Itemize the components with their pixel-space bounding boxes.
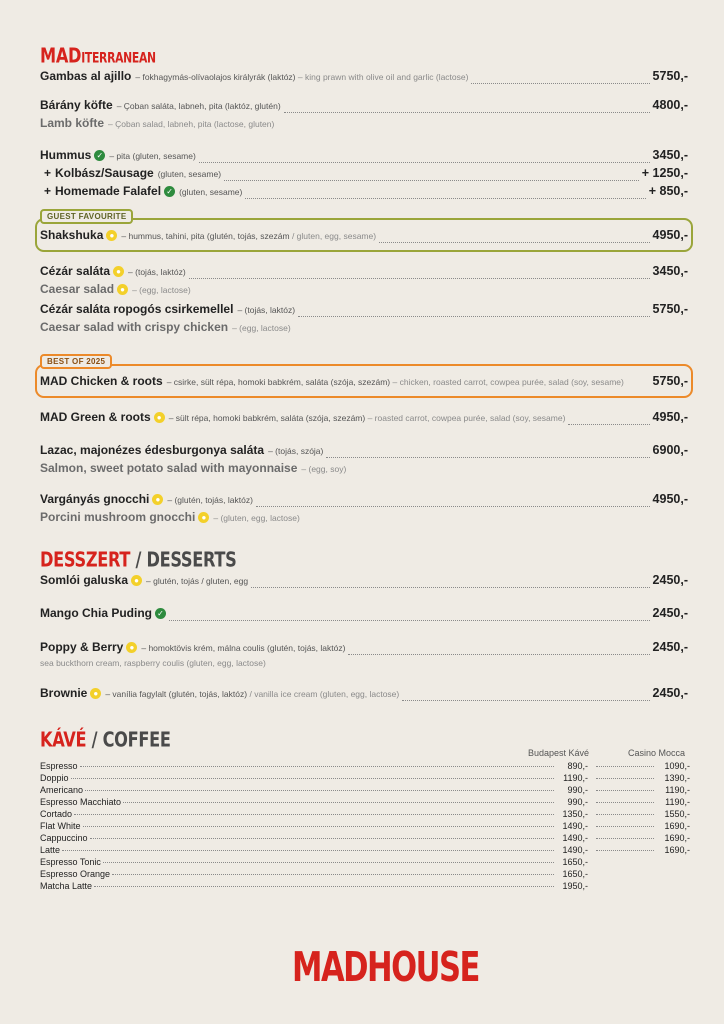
item-price: 5750,-	[652, 374, 688, 388]
coffee-name: Cappuccino	[40, 833, 88, 843]
leader-dots	[284, 112, 650, 113]
coffee-price-casino: 1190,-	[665, 785, 690, 795]
leader-dots	[224, 180, 639, 181]
coffee-price-budapest: 990,-	[567, 785, 588, 795]
item-description: – fokhagymás-olívaolajos királyrák (laktóz) – king prawn with olive oil and garlic (lactose)	[135, 72, 469, 82]
item-name: Hummus	[40, 148, 92, 162]
leader-dots	[596, 838, 654, 839]
leader-dots	[298, 316, 649, 317]
item-price: 5750,-	[652, 69, 688, 83]
item-name: Mango Chia Puding	[40, 606, 152, 620]
coffee-row	[40, 833, 690, 845]
menu-item-mango-chia	[40, 606, 688, 624]
coffee-price-budapest: 1350,-	[562, 809, 588, 819]
item-name: Gambas al ajillo	[40, 69, 132, 83]
item-description-en: – (egg, lactose)	[132, 285, 191, 295]
leader-dots	[169, 620, 650, 621]
coffee-row	[40, 821, 690, 833]
coffee-column-casino: Casino Mocca	[628, 748, 686, 758]
item-description-en: – (egg, soy)	[301, 464, 347, 474]
item-description: – (tojás, laktóz)	[128, 267, 186, 277]
item-price: 5750,-	[652, 302, 688, 316]
item-name: Homemade Falafel	[55, 184, 162, 198]
vegetarian-icon: ●	[126, 642, 137, 653]
vegan-icon: ✓	[94, 150, 105, 161]
menu-item-barany-kofte	[40, 98, 688, 134]
leader-dots	[596, 778, 654, 779]
menu-item-falafel-addon	[40, 184, 688, 202]
menu-item-cezar-csirke	[40, 302, 688, 338]
coffee-price-budapest: 1490,-	[562, 821, 588, 831]
guest-favourite-badge: GUEST FAVOURITE	[40, 209, 133, 224]
coffee-row	[40, 773, 690, 785]
leader-dots	[245, 198, 645, 199]
coffee-price-budapest: 1490,-	[562, 845, 588, 855]
vegetarian-icon: ●	[154, 412, 165, 423]
vegetarian-icon: ●	[152, 494, 163, 505]
coffee-row	[40, 797, 690, 809]
item-name: Vargányás gnocchi	[40, 492, 150, 506]
item-description: (gluten, sesame)	[157, 169, 222, 179]
coffee-name: Americano	[40, 785, 84, 795]
coffee-price-budapest: 1950,-	[562, 881, 588, 891]
coffee-price-casino: 1390,-	[664, 773, 690, 783]
item-description-en: – Çoban salad, labneh, pita (lactose, gluten)	[108, 119, 275, 129]
item-description-en: sea buckthorn cream, raspberry coulis (gluten, egg, lactose)	[40, 658, 266, 668]
item-description: – (tojás, laktóz)	[237, 305, 296, 315]
leader-dots	[85, 790, 554, 791]
item-price: 2450,-	[652, 573, 688, 587]
item-price: 4950,-	[652, 228, 688, 242]
item-description: – csirke, sült répa, homoki babkrém, saláta (szója, szezám) – chicken, roasted carrot, cowpea purée, salad (soy, sesame)	[166, 377, 624, 387]
leader-dots	[348, 654, 649, 655]
coffee-row	[40, 809, 690, 821]
menu-item-shakshuka	[40, 228, 688, 246]
item-price: 6900,-	[652, 443, 688, 457]
item-description: – pita (gluten, sesame)	[109, 151, 196, 161]
item-price: 3450,-	[652, 148, 688, 162]
leader-dots	[123, 802, 554, 803]
vegan-icon: ✓	[164, 186, 175, 197]
item-name: MAD Green & roots	[40, 410, 151, 424]
item-name: Cézár saláta	[40, 264, 111, 278]
vegetarian-icon: ●	[117, 284, 128, 295]
coffee-column-budapest: Budapest Kávé	[528, 748, 590, 758]
section-title-coffee: KÁVÉ / COFFEE	[40, 728, 171, 753]
leader-dots	[74, 814, 554, 815]
item-price: 2450,-	[652, 686, 688, 700]
item-name: Poppy & Berry	[40, 640, 124, 654]
item-description: – Çoban saláta, labneh, pita (laktóz, glutén)	[116, 101, 281, 111]
coffee-price-budapest: 1490,-	[562, 833, 588, 843]
section-title-desserts: DESSZERT / DESSERTS	[40, 548, 237, 573]
section-title-mediterranean	[40, 44, 156, 68]
menu-item-somloi	[40, 573, 688, 591]
item-name-en: Salmon, sweet potato salad with mayonnaise	[40, 461, 298, 475]
item-name: Somlói galuska	[40, 573, 129, 587]
leader-dots	[596, 766, 654, 767]
item-name: Cézár saláta ropogós csirkemellel	[40, 302, 234, 316]
item-price: 2450,-	[652, 606, 688, 620]
menu-item-gambas	[40, 69, 688, 87]
item-price: + 850,-	[648, 184, 688, 198]
item-description: – sült répa, homoki babkrém, saláta (szója, szezám) – roasted carrot, cowpea purée, salad (soy, sesame)	[168, 413, 566, 423]
leader-dots	[199, 162, 650, 163]
vegetarian-icon: ●	[90, 688, 101, 699]
leader-dots	[112, 874, 554, 875]
menu-item-hummus	[40, 148, 688, 166]
coffee-row	[40, 857, 690, 869]
coffee-name: Matcha Latte	[40, 881, 93, 891]
leader-dots	[90, 838, 554, 839]
leader-dots	[379, 242, 649, 243]
leader-dots	[94, 886, 554, 887]
item-price: 4950,-	[652, 492, 688, 506]
menu-item-gnocchi	[40, 492, 688, 528]
coffee-price-budapest: 1650,-	[562, 857, 588, 867]
coffee-row	[40, 761, 690, 773]
coffee-price-casino: 1690,-	[664, 845, 690, 855]
coffee-name: Espresso Macchiato	[40, 797, 122, 807]
coffee-price-budapest: 1190,-	[563, 773, 588, 783]
coffee-price-casino: 1090,-	[664, 761, 690, 771]
vegetarian-icon: ●	[113, 266, 124, 277]
item-description: (gluten, sesame)	[179, 187, 243, 197]
item-description: – (glutén, tojás, laktóz)	[167, 495, 253, 505]
addon-plus: +	[44, 184, 52, 198]
item-name: Shakshuka	[40, 228, 104, 242]
coffee-name: Flat White	[40, 821, 81, 831]
item-name-en: Caesar salad	[40, 282, 115, 296]
leader-dots	[596, 802, 654, 803]
vegetarian-icon: ●	[106, 230, 117, 241]
leader-dots	[83, 826, 554, 827]
coffee-price-budapest: 990,-	[567, 797, 588, 807]
leader-dots	[189, 278, 650, 279]
leader-dots	[62, 850, 554, 851]
madhouse-logo: MADHOUSE	[292, 944, 479, 992]
leader-dots	[256, 506, 650, 507]
item-name: Bárány köfte	[40, 98, 113, 112]
coffee-name: Espresso	[40, 761, 78, 771]
item-name-en: Caesar salad with crispy chicken	[40, 320, 229, 334]
coffee-name: Cortado	[40, 809, 73, 819]
section-title-mad: MAD	[40, 44, 82, 69]
coffee-row	[40, 785, 690, 797]
leader-dots	[71, 778, 554, 779]
coffee-table	[40, 748, 690, 908]
item-name-en: Porcini mushroom gnocchi	[40, 510, 196, 524]
leader-dots	[596, 814, 654, 815]
menu-item-mad-green	[40, 410, 688, 428]
addon-plus: +	[44, 166, 52, 180]
item-price: 4950,-	[652, 410, 688, 424]
menu-item-brownie	[40, 686, 688, 704]
coffee-price-casino: 1690,-	[664, 833, 690, 843]
item-description: – vanília fagylalt (glutén, tojás, laktóz) / vanilla ice cream (gluten, egg, lactose)	[105, 689, 400, 699]
coffee-price-budapest: 890,-	[567, 761, 588, 771]
coffee-name: Espresso Tonic	[40, 857, 101, 867]
coffee-price-casino: 1190,-	[665, 797, 690, 807]
coffee-name: Latte	[40, 845, 61, 855]
coffee-row	[40, 869, 690, 881]
menu-item-poppy-berry	[40, 640, 688, 668]
menu-item-kolbasz-addon	[40, 166, 688, 184]
item-price: 2450,-	[652, 640, 688, 654]
item-name: Kolbász/Sausage	[55, 166, 154, 180]
best-of-2025-badge: BEST OF 2025	[40, 354, 112, 369]
item-name: Lazac, majonézes édesburgonya saláta	[40, 443, 265, 457]
coffee-name: Espresso Orange	[40, 869, 111, 879]
coffee-price-budapest: 1650,-	[562, 869, 588, 879]
item-price: 3450,-	[652, 264, 688, 278]
item-price: 4800,-	[652, 98, 688, 112]
leader-dots	[568, 424, 649, 425]
item-description-en: – (egg, lactose)	[232, 323, 291, 333]
menu-page	[40, 0, 688, 1024]
leader-dots	[103, 862, 554, 863]
leader-dots	[471, 83, 649, 84]
vegan-icon: ✓	[155, 608, 166, 619]
menu-item-lazac	[40, 443, 688, 479]
item-name: MAD Chicken & roots	[40, 374, 163, 388]
leader-dots	[326, 457, 649, 458]
coffee-price-casino: 1690,-	[664, 821, 690, 831]
item-name: Brownie	[40, 686, 88, 700]
coffee-price-casino: 1550,-	[664, 809, 690, 819]
item-name-en: Lamb köfte	[40, 116, 105, 130]
leader-dots	[627, 388, 650, 389]
item-description: – (tojás, szója)	[268, 446, 324, 456]
vegetarian-icon: ●	[198, 512, 209, 523]
leader-dots	[596, 850, 654, 851]
leader-dots	[80, 766, 554, 767]
leader-dots	[596, 790, 654, 791]
item-description: – hummus, tahini, pita (glutén, tojás, szezám / gluten, egg, sesame)	[121, 231, 377, 241]
item-price: + 1250,-	[641, 166, 688, 180]
coffee-row	[40, 881, 690, 893]
section-title-iterranean: ITERRANEAN	[81, 49, 156, 66]
item-description: – homoktövis krém, málna coulis (glutén, tojás, laktóz)	[141, 643, 346, 653]
leader-dots	[402, 700, 649, 701]
menu-item-mad-chicken	[40, 374, 688, 392]
coffee-name: Doppio	[40, 773, 69, 783]
menu-item-cezar-salata	[40, 264, 688, 300]
item-description: – glutén, tojás / gluten, egg	[146, 576, 249, 586]
leader-dots	[596, 826, 654, 827]
item-description-en: – (gluten, egg, lactose)	[213, 513, 300, 523]
vegetarian-icon: ●	[131, 575, 142, 586]
coffee-row	[40, 845, 690, 857]
leader-dots	[251, 587, 649, 588]
